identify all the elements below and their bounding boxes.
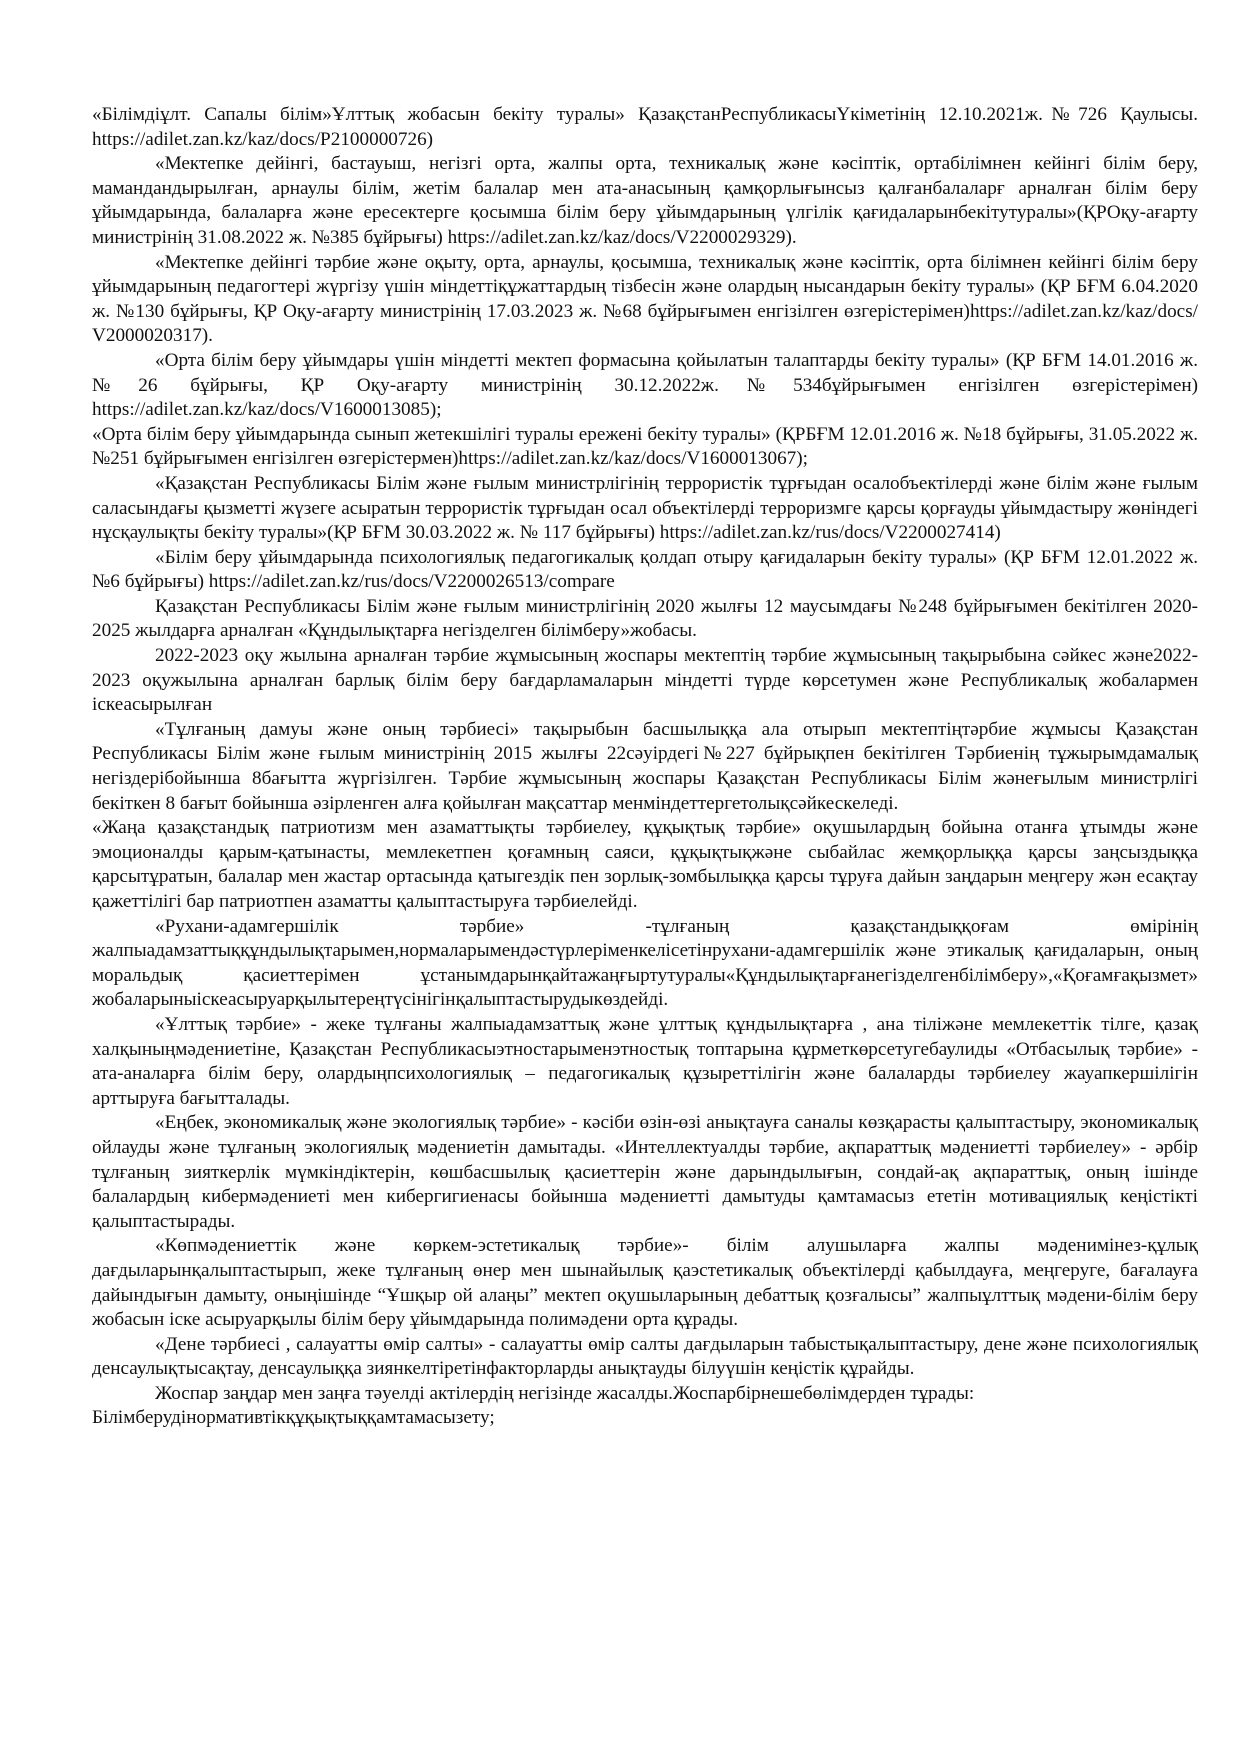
paragraph: «Мектепке дейінгі, бастауыш, негізгі орта, жалпы орта, техникалық және кәсіптік, ортабілімнен кейінгі білім беру, мамандандырылған, арнаулы білім, жетім балалар мен ата-анасының қамқорлығынсыз қалғанбалаларғ арналған білім беру ұйымдарында, балаларға және ересектерге қосымша білім беру ұйымдарының үлгілік қағидаларынбекітутуралы»(ҚРОқу-ағарту министрінің 31.08.2022 ж. №385 бұйрығы) https://adilet.zan.kz/kaz/docs/V2200029329). xyxy=(92,153,1198,248)
paragraph: Қазақстан Республикасы Білім және ғылым министрлігінің 2020 жылғы 12 маусымдағы №248 бұйрығымен бекітілген 2020-2025 жылдарға арналған «Құндылықтарға негізделген білімберу»жобасы. xyxy=(92,595,1198,642)
paragraph: «Дене тәрбиесі , салауатты өмір салты» - салауатты өмір салты дағдыларын табыстықалыптастыру, дене және психологиялық денсаулықтысақтау, денсаулыққа зиянкелтіретінфакторларды анықтауды білуүшін кеңістік құрайды. xyxy=(92,1333,1198,1380)
paragraph: «Қазақстан Республикасы Білім және ғылым министрлігінің террористік тұрғыдан осалобъектілерді және білім және ғылым саласындағы қызметті жүзеге асыратын террористік тұрғыдан осал объектілерді терроризмге қарсы қорғауды ұйымдастыру жөніндегі нұсқаулықты бекіту туралы»(ҚР БҒМ 30.03.2022 ж. № 117 бұйрығы) https://adilet.zan.kz/rus/docs/V2200027414) xyxy=(92,472,1198,544)
paragraph: «Орта білім беру ұйымдары үшін міндетті мектеп формасына қойылатын талаптарды бекіту туралы» (ҚР БҒМ 14.01.2016 ж. №26 бұйрығы, ҚР Оқу-ағарту министрінің 30.12.2022ж.№534бұйрығымен енгізілген өзгерістерімен) https://adilet.zan.kz/kaz/docs/V1600013085); xyxy=(92,349,1198,421)
paragraph: «Білімдіұлт. Сапалы білім»Ұлттық жобасын бекіту туралы» ҚазақстанРеспубликасыҮкіметінің 12.10.2021ж.№726 Қаулысы. https://adilet.zan.kz/kaz/docs/P2100000726) xyxy=(92,104,1198,150)
paragraph: 2022-2023 оқу жылына арналған тәрбие жұмысының жоспары мектептің тәрбие жұмысының тақырыбына сәйкес және2022-2023 оқужылына арналған барлық білім беру бағдарламаларын міндетті түрде көрсетумен және Республикалық жобалармен іскеасырылған xyxy=(92,645,1198,716)
paragraph: «Білім беру ұйымдарында психологиялық педагогикалық қолдап отыру қағидаларын бекіту туралы» (ҚР БҒМ 12.01.2022 ж. №6 бұйрығы) https://adilet.zan.kz/rus/docs/V2200026513/compare xyxy=(92,546,1198,593)
paragraph: «Мектепке дейінгі тәрбие және оқыту, орта, арнаулы, қосымша, техникалық және кәсіптік, орта білімнен кейінгі білім беру ұйымдарының педагогтері жүргізу үшін міндеттіқұжаттардың тізбесін және олардың нысандарын бекіту туралы» (ҚР БҒМ 6.04.2020 ж. №130 бұйрығы, ҚР Оқу-ағарту министрінің 17.03.2023 ж. №68 бұйрығымен енгізілген өзгерістерімен)https://adilet.zan.kz/kaz/docs/ V2000020317). xyxy=(92,251,1198,347)
document-page xyxy=(92,103,1198,1431)
paragraph: «Жаңа қазақстандық патриотизм мен азаматтықты тәрбиелеу, құқықтық тәрбие» оқушылардың бойына отанға ұтымды және эмоционалды қарым-қатынасты, мемлекетпен қоғамның саяси, құқықтықжәне сыбайлас жемқорлыққа қарсы заңсыздыққа қарсытұратын, балалар мен жастар ортасында қатыгездік пен зорлық-зомбылыққа қарсы тұруға дайын заңдарын меңгеру жән есақтау қажеттілігі бар патриотпен азаматты қалыптастыруға тәрбиелейді. xyxy=(92,817,1198,912)
paragraph: «Ұлттық тәрбие» - жеке тұлғаны жалпыадамзаттық және ұлттық құндылықтарға , ана тіліжәне мемлекеттік тілге, қазақ халқыныңмәдениетіне, Қазақстан Республикасыэтностарыменэтностық топтарына құрметкөрсетугебаулиды «Отбасылық тәрбие» - ата-аналарға білім беру, олардыңпсихологиялық – педагогикалық құзыреттілігін және балаларды тәрбиелеу жауапкершілігін арттыруға бағытталады. xyxy=(92,1013,1198,1109)
paragraph: Жоспар заңдар мен заңға тәуелді актілердің негізінде жасалды.Жоспарбірнешебөлімдерден тұрады: xyxy=(155,1382,975,1404)
paragraph: Білімберудінормативтікқұқықтыққамтамасызету; xyxy=(92,1407,495,1429)
paragraph: «Еңбек, экономикалық және экологиялық тәрбие» - кәсіби өзін-өзі анықтауға саналы көзқарасты қалыптастыру, экономикалық ойлауды және тұлғаның экологиялық мәдениетін дамытады. «Интеллектуалды тәрбие, ақпараттық мәдениетті тәрбиелеу» - әрбір тұлғаның зияткерлік мүмкіндіктерін, көшбасшылық қасиеттерін және дарындылығын, сондай-ақ ақпараттық, оның ішінде балалардың кибермәдениеті мен кибергигиенасы бойынша мәдениетті дамытуды қамтамасыз ететін мотивациялық кеңістікті қалыптастырады. xyxy=(92,1112,1198,1232)
paragraph: «Рухани-адамгершілік тәрбие» -тұлғаның қазақстандыққоғам өмірінің жалпыадамзаттыққұндылықтарымен,нормаларымендәстүрлеріменкелісетінрухани-адамгершілік және этикалық қағидаларын, оның моральдық қасиеттерімен ұстанымдарынқайтажаңғыртутуралы«Құндылықтарғанегізделгенбілімберу»,«Қоғамғақызмет» жобаларыныіскеасыруарқылытереңтүсінігінқалыптастырудыкөздейді. xyxy=(92,915,1198,1011)
paragraph: «Көпмәдениеттік және көркем-эстетикалық тәрбие»- білім алушыларға жалпы мәденимінез-құлық дағдыларынқалыптастырып, жеке тұлғаның өнер мен шынайылық қаэстетикалық объектілерді қабылдауға, меңгеруге, бағалауға дайындығын дамыту, оныңішінде “Ұшқыр ой алаңы” мектеп оқушыларының дебаттық қозғалысы” жалпыұлттық мәдени-білім беру жобасын іске асыруарқылы білім беру ұйымдарында полимәдени орта құрады. xyxy=(92,1235,1198,1331)
paragraph: «Орта білім беру ұйымдарында сынып жетекшілігі туралы ережені бекіту туралы» (ҚРБҒМ 12.01.2016 ж. №18 бұйрығы, 31.05.2022 ж. №251 бұйрығымен енгізілген өзгерістермен)https://adilet.zan.kz/kaz/docs/V1600013067); xyxy=(92,423,1198,470)
paragraph: «Тұлғаның дамуы және оның тәрбиесі» тақырыбын басшылыққа ала отырып мектептіңтәрбие жұмысы Қазақстан Республикасы Білім және ғылым министрінің 2015 жылғы 22сәуірдегі№227 бұйрықпен бекітілген Тәрбиенің тұжырымдамалық негіздерібойынша 8бағытта жүргізілген. Тәрбие жұмысының жоспары Қазақстан Республикасы Білім жәнеғылым министрлігі бекіткен 8 бағыт бойынша әзірленген алға қойылған мақсаттар менміндеттергетолықсәйкескеледі. xyxy=(92,718,1198,814)
